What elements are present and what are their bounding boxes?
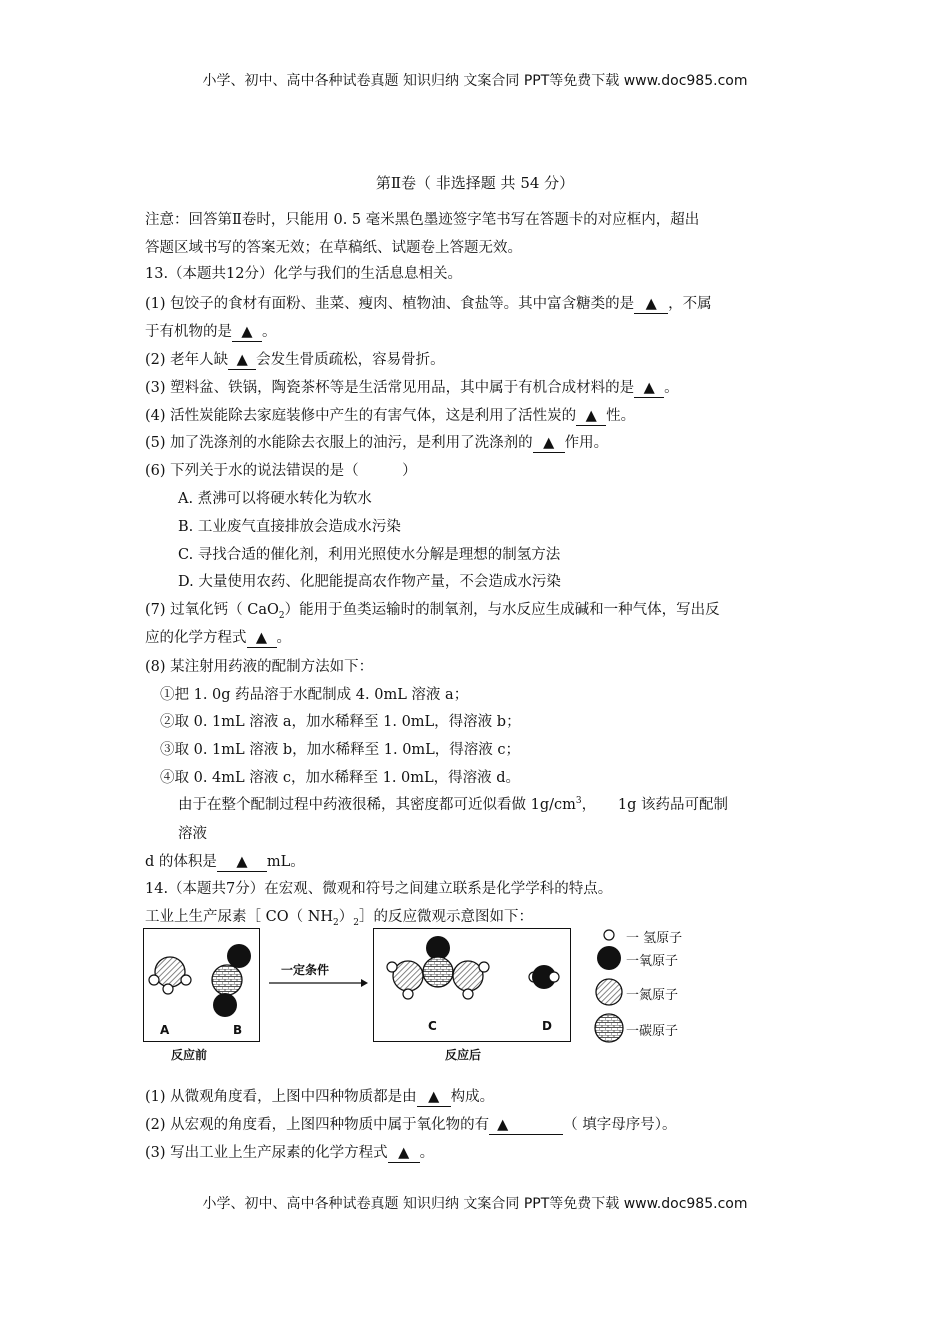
q13-step-2: ②取 0. 1mL 溶液 a，加水稀释至 1. 0mL，得溶液 b； bbox=[160, 714, 521, 730]
q13-option-d: D. 大量使用农药、化肥能提高农作物产量，不会造成水污染 bbox=[178, 574, 561, 590]
q13-note-text-b: ， 1g 该药品可配制 bbox=[581, 797, 728, 813]
q13-option-c: C. 寻找合适的催化剂，利用光照使水分解是理想的制氢方法 bbox=[178, 547, 561, 563]
oxygen-atom bbox=[213, 993, 237, 1017]
reactants-box bbox=[143, 928, 260, 1042]
answer-blank[interactable]: ▲ bbox=[388, 1146, 420, 1163]
q14-p3-text-a: (3) 写出工业上生产尿素的化学方程式 bbox=[145, 1145, 388, 1161]
reaction-diagram bbox=[143, 925, 723, 1070]
nitrogen-atom bbox=[155, 957, 185, 987]
q13-part7-line1 bbox=[145, 598, 720, 621]
q13-step-3: ③取 0. 1mL 溶液 b，加水稀释至 1. 0mL，得溶液 c； bbox=[160, 742, 521, 758]
oxygen-atom bbox=[227, 944, 251, 968]
q13-part6: (6) 下列关于水的说法错误的是（ ） bbox=[145, 463, 417, 479]
q14-intro-text-a: 工业上生产尿素［ CO（ NH bbox=[145, 909, 334, 925]
q13-p7-subscript: 2 bbox=[278, 610, 285, 621]
q13-part8: (8) 某注射用药液的配制方法如下： bbox=[145, 659, 374, 675]
q13-p7-text-c: 应的化学方程式 bbox=[145, 630, 247, 646]
q13-heading: 13.（本题共12分）化学与我们的生活息息相关。 bbox=[145, 266, 463, 282]
q14-p2-text-b: （ 填字母序号）。 bbox=[563, 1117, 677, 1133]
q13-note-line2: 溶液 bbox=[178, 826, 207, 842]
q13-note-superscript: 3 bbox=[575, 796, 582, 807]
hydrogen-atom bbox=[549, 972, 559, 982]
q13-note-text-a: 由于在整个配制过程中药液很稀，其密度都可近似看做 1g/cm bbox=[178, 797, 576, 813]
q13-p8-end-text-a: d 的体积是 bbox=[145, 854, 217, 870]
label-d: D bbox=[542, 1019, 552, 1033]
answer-blank[interactable]: ▲ bbox=[576, 409, 606, 426]
q13-p1-text-a: (1) 包饺子的食材有面粉、韭菜、瘦肉、植物油、食盐等。其中富含糖类的是 bbox=[145, 296, 635, 312]
q13-p3-text-a: (3) 塑料盆、铁锅，陶瓷茶杯等是生活常见用品，其中属于有机合成材料的是 bbox=[145, 380, 635, 396]
q14-intro-text-c: ］的反应微观示意图如下： bbox=[359, 909, 534, 925]
label-b: B bbox=[233, 1023, 243, 1037]
hydrogen-atom bbox=[463, 989, 473, 999]
q13-p7-text-d: 。 bbox=[276, 630, 291, 646]
hydrogen-legend-icon bbox=[604, 930, 614, 940]
q13-p8-end-text-b: mL。 bbox=[266, 854, 305, 870]
q14-intro-subscript-2: 2 bbox=[353, 917, 360, 928]
carbon-atom bbox=[212, 965, 242, 995]
hydrogen-atom bbox=[163, 984, 173, 994]
q13-p5-text-b: 作用。 bbox=[564, 435, 609, 451]
molecule-b bbox=[212, 944, 251, 1017]
q14-part1 bbox=[145, 1085, 494, 1107]
q13-option-b: B. 工业废气直接排放会造成水污染 bbox=[178, 519, 401, 535]
product-molecules bbox=[374, 929, 570, 1041]
answer-blank[interactable]: ▲ bbox=[232, 325, 262, 342]
molecule-d bbox=[529, 965, 559, 989]
q14-intro-subscript: 2 bbox=[333, 917, 339, 928]
hydrogen-atom bbox=[403, 989, 413, 999]
molecule-c bbox=[387, 936, 489, 999]
caption-after: 反应后 bbox=[445, 1048, 482, 1062]
q14-heading: 14.（本题共7分）在宏观、微观和符号之间建立联系是化学学科的特点。 bbox=[145, 881, 613, 897]
q14-part2 bbox=[145, 1113, 677, 1135]
q14-p1-text-b: 构成。 bbox=[450, 1089, 495, 1105]
legend-carbon: 一碳原子 bbox=[626, 1024, 679, 1039]
q13-note-line1 bbox=[178, 793, 728, 814]
q13-p2-text-a: (2) 老年人缺 bbox=[145, 352, 229, 368]
carbon-legend-icon bbox=[595, 1014, 623, 1042]
q13-p4-text-b: 性。 bbox=[606, 408, 636, 424]
notice-line-1: 注意：回答第Ⅱ卷时，只能用 0. 5 毫米黑色墨迹签字笔书写在答题卡的对应框内，超出 bbox=[145, 212, 700, 228]
q13-p1-text-c: 于有机物的是 bbox=[145, 324, 232, 340]
page-header: 小学、初中、高中各种试卷真题 知识归纳 文案合同 PPT等免费下载 www.doc985.com bbox=[202, 73, 748, 89]
legend-nitrogen: 一氮原子 bbox=[626, 988, 679, 1003]
q13-part8-end bbox=[145, 850, 305, 872]
section-title: 第Ⅱ卷（ 非选择题 共 54 分） bbox=[375, 174, 575, 192]
q14-p3-text-b: 。 bbox=[419, 1145, 435, 1161]
q14-part3 bbox=[145, 1141, 434, 1163]
notice-line-2: 答题区域书写的答案无效；在草稿纸、试题卷上答题无效。 bbox=[145, 240, 522, 256]
q13-part1-line2 bbox=[145, 320, 277, 342]
answer-blank[interactable]: ▲ bbox=[533, 436, 565, 453]
legend-oxygen: 一氧原子 bbox=[626, 954, 679, 969]
answer-blank[interactable]: ▲ bbox=[217, 855, 267, 872]
q13-p7-text-b: ）能用于鱼类运输时的制氧剂，与水反应生成碱和一种气体，写出反 bbox=[284, 602, 720, 618]
q13-p7-text-a: (7) 过氧化钙（ CaO bbox=[145, 602, 279, 618]
q13-part1-line1 bbox=[145, 292, 712, 314]
q13-p4-text-a: (4) 活性炭能除去家庭装修中产生的有害气体，这是利用了活性炭的 bbox=[145, 408, 577, 424]
q13-step-4: ④取 0. 4mL 溶液 c，加水稀释至 1. 0mL，得溶液 d。 bbox=[160, 770, 521, 786]
carbon-atom bbox=[423, 957, 453, 987]
molecule-a bbox=[149, 957, 191, 994]
q13-part5 bbox=[145, 431, 608, 453]
q13-part3 bbox=[145, 376, 679, 398]
label-a: A bbox=[160, 1023, 170, 1037]
q13-p1-text-b: ，不属 bbox=[668, 296, 712, 312]
q13-step-1: ①把 1. 0g 药品溶于水配制成 4. 0mL 溶液 a； bbox=[160, 687, 469, 703]
hydrogen-atom bbox=[149, 975, 159, 985]
q13-part4 bbox=[145, 404, 635, 426]
caption-before: 反应前 bbox=[171, 1048, 208, 1062]
hydrogen-atom bbox=[387, 962, 397, 972]
q13-part7-line2 bbox=[145, 626, 291, 648]
hydrogen-atom bbox=[181, 975, 191, 985]
nitrogen-atom bbox=[453, 961, 483, 991]
q13-p5-text-a: (5) 加了洗涤剂的水能除去衣服上的油污，是利用了洗涤剂的 bbox=[145, 435, 533, 451]
nitrogen-legend-icon bbox=[596, 979, 622, 1005]
answer-blank[interactable]: ▲ bbox=[634, 381, 664, 398]
label-c: C bbox=[428, 1019, 437, 1033]
q13-p2-text-b: 会发生骨质疏松，容易骨折。 bbox=[256, 352, 445, 368]
products-box bbox=[373, 928, 571, 1042]
answer-blank[interactable]: ▲ bbox=[417, 1090, 451, 1107]
page-footer: 小学、初中、高中各种试卷真题 知识归纳 文案合同 PPT等免费下载 www.doc985.com bbox=[202, 1196, 748, 1212]
answer-blank[interactable]: ▲ bbox=[634, 297, 668, 314]
q13-option-a: A. 煮沸可以将硬水转化为软水 bbox=[178, 491, 372, 507]
answer-blank[interactable]: ▲ bbox=[247, 631, 277, 648]
hydrogen-atom bbox=[479, 962, 489, 972]
nitrogen-atom bbox=[393, 961, 423, 991]
q13-part2 bbox=[145, 348, 445, 370]
q13-p1-text-d: 。 bbox=[262, 324, 277, 340]
q14-p1-text-a: (1) 从微观角度看，上图中四种物质都是由 bbox=[145, 1089, 417, 1105]
answer-blank[interactable]: ▲ bbox=[489, 1118, 563, 1135]
oxygen-legend-icon bbox=[597, 946, 621, 970]
legend-hydrogen: 一 氢原子 bbox=[626, 931, 683, 946]
reaction-arrow bbox=[269, 975, 369, 995]
q13-p3-text-b: 。 bbox=[664, 380, 679, 396]
q14-p2-text-a: (2) 从宏观的角度看，上图四种物质中属于氧化物的有 bbox=[145, 1117, 490, 1133]
answer-blank[interactable]: ▲ bbox=[228, 353, 256, 370]
q14-intro-text-b: ） bbox=[338, 909, 354, 925]
arrow-label: 一定条件 bbox=[281, 963, 330, 977]
